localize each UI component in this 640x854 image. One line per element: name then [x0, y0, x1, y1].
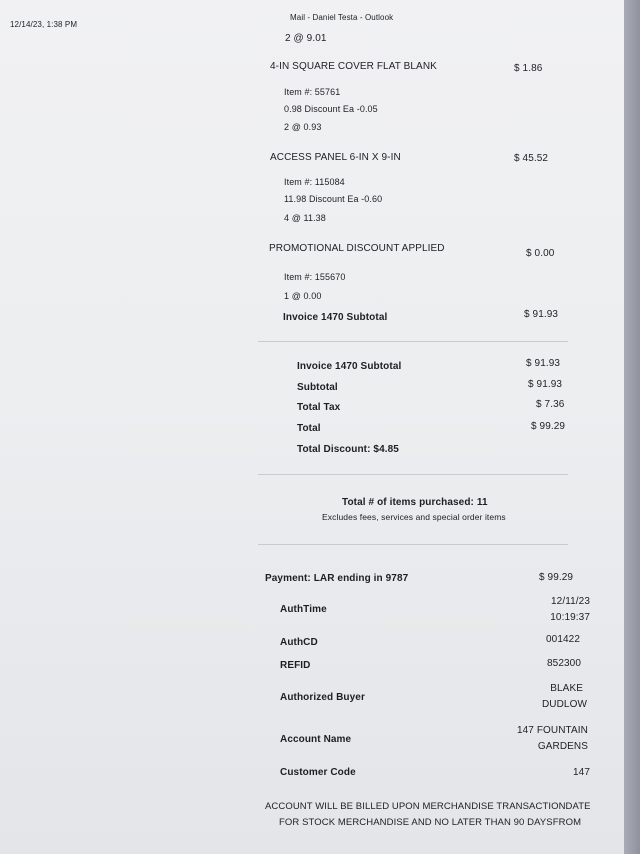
- item-qty-price: 4 @ 11.38: [284, 213, 326, 223]
- page-edge: [624, 0, 640, 854]
- account-name-line2: GARDENS: [537, 741, 588, 752]
- item-price: $ 0.00: [526, 248, 555, 259]
- total-label: Total: [297, 423, 321, 434]
- authorized-buyer-label: Authorized Buyer: [280, 692, 365, 703]
- item-price: $ 1.86: [514, 63, 543, 74]
- tax-value: $ 7.36: [536, 399, 565, 410]
- tax-label: Total Tax: [297, 402, 341, 413]
- total-value: $ 99.29: [531, 421, 566, 432]
- totals-invoice-subtotal-value: $ 91.93: [526, 358, 561, 369]
- line-qty-price: 2 @ 9.01: [285, 33, 327, 44]
- subtotal-value: $ 91.93: [528, 379, 563, 390]
- authtime-time: 10:19:37: [550, 612, 590, 623]
- account-name-label: Account Name: [280, 734, 352, 745]
- item-discount: 11.98 Discount Ea -0.60: [284, 194, 383, 204]
- total-discount: Total Discount: $4.85: [297, 444, 399, 455]
- customer-code-value: 147: [573, 767, 590, 778]
- authcd-value: 001422: [546, 634, 580, 645]
- authorized-buyer-line1: BLAKE: [550, 683, 583, 694]
- item-discount: 0.98 Discount Ea -0.05: [284, 104, 378, 114]
- authorized-buyer-line2: DUDLOW: [541, 699, 587, 710]
- authtime-date: 12/11/23: [551, 596, 590, 607]
- refid-label: REFID: [280, 660, 311, 671]
- customer-code-label: Customer Code: [280, 767, 356, 778]
- billing-notice-line2: FOR STOCK MERCHANDISE AND NO LATER THAN 90 DAYSFROM: [279, 817, 582, 828]
- divider: [258, 474, 568, 475]
- authtime-label: AuthTime: [280, 604, 327, 615]
- invoice-subtotal-value: $ 91.93: [524, 309, 559, 320]
- payment-value: $ 99.29: [539, 572, 574, 583]
- item-qty-price: 2 @ 0.93: [284, 122, 322, 132]
- divider: [258, 341, 568, 342]
- items-purchased: Total # of items purchased: 11: [342, 497, 488, 508]
- payment-label: Payment: LAR ending in 9787: [265, 573, 409, 584]
- item-name: 4-IN SQUARE COVER FLAT BLANK: [270, 61, 437, 72]
- item-name: PROMOTIONAL DISCOUNT APPLIED: [269, 243, 445, 254]
- print-datetime: 12/14/23, 1:38 PM: [10, 20, 78, 29]
- authcd-label: AuthCD: [280, 637, 318, 648]
- mail-title: Mail - Daniel Testa - Outlook: [290, 13, 394, 22]
- subtotal-label: Subtotal: [297, 382, 338, 393]
- divider: [258, 544, 568, 545]
- item-number: Item #: 55761: [284, 87, 341, 97]
- excludes-note: Excludes fees, services and special order items: [322, 512, 506, 522]
- item-name: ACCESS PANEL 6-IN X 9-IN: [270, 152, 401, 163]
- item-qty-price: 1 @ 0.00: [284, 291, 322, 301]
- totals-invoice-subtotal-label: Invoice 1470 Subtotal: [297, 361, 402, 372]
- billing-notice-line1: ACCOUNT WILL BE BILLED UPON MERCHANDISE TRANSACTIONDATE: [265, 801, 591, 812]
- item-number: Item #: 115084: [284, 177, 345, 187]
- account-name-line1: 147 FOUNTAIN: [516, 725, 588, 736]
- item-number: Item #: 155670: [284, 272, 346, 282]
- item-price: $ 45.52: [514, 153, 549, 164]
- refid-value: 852300: [547, 658, 581, 669]
- invoice-subtotal-label: Invoice 1470 Subtotal: [283, 312, 388, 323]
